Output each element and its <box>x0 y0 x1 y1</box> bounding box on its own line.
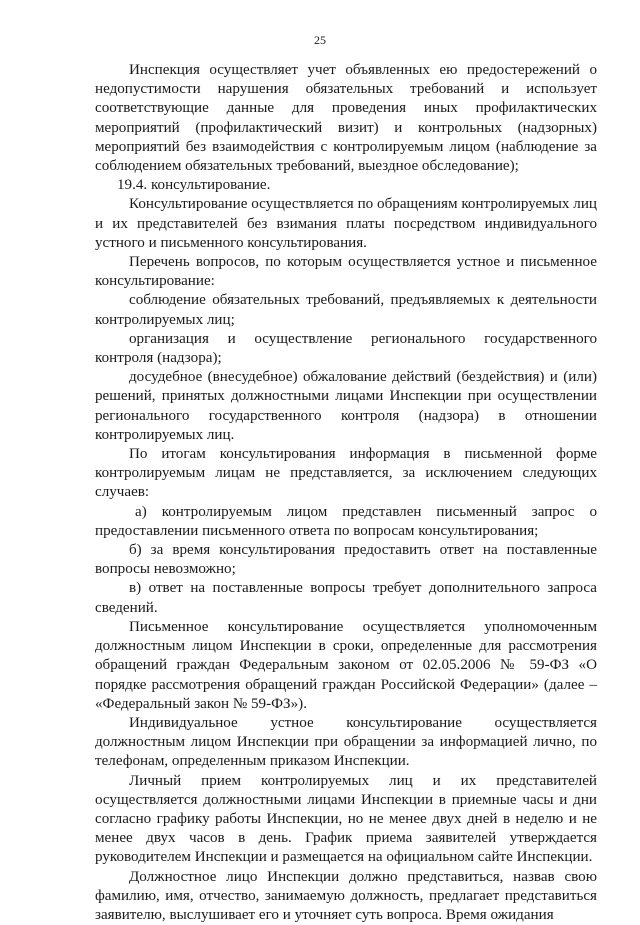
paragraph-case-c: в) ответ на поставленные вопросы требует дополнительного запроса сведений. <box>95 580 597 616</box>
paragraph-question-organization: организация и осуществление регионального государственного контроля (надзора); <box>95 330 597 367</box>
paragraph-warnings-accounting: Инспекция осуществляет учет объявленных ею предостережений о недопустимости нарушения обязательных требований и использует соответствующие данные для проведения иных профилактических мероприятий (профилактический визит) и контрольных (надзорных) мероприятий без взаимодействия с контролируемым лицом (наблюдение за соблюдением обязательных требований, выездное обследование); <box>95 62 597 175</box>
paragraph-consulting-basis: Консультирование осуществляется по обращениям контролируемых лиц и их представителей без взимания платы посредством индивидуального устного и письменного консультирования. <box>95 196 597 251</box>
paragraph-questions-list-intro: Перечень вопросов, по которым осуществляется устное и письменное консультирование: <box>95 254 597 290</box>
paragraph-question-appeal: досудебное (внесудебное) обжалование действий (бездействия) и (или) решений, принятых должностными лицами Инспекции при осуществлении регионального государственного контроля (надзора) в отношении контролируемых лиц. <box>95 369 597 443</box>
paragraph-written-consulting: Письменное консультирование осуществляется уполномоченным должностным лицом Инспекции в сроки, определенные для рассмотрения обращений граждан Федеральным законом от 02.05.2006 № 59-ФЗ «О порядке рассмотрения обращений граждан Российской Федерации» (далее – «Федеральный закон № 59-ФЗ»). <box>95 618 597 712</box>
paragraph-question-compliance: соблюдение обязательных требований, предъявляемых к деятельности контролируемых лиц; <box>95 292 597 328</box>
page-number: 25 <box>314 33 326 47</box>
paragraph-written-exceptions-intro: По итогам консультирования информация в письменной форме контролируемым лицам не представляется, за исключением следующих случаев: <box>95 446 597 501</box>
paragraph-case-a: а) контролируемым лицом представлен письменный запрос о предоставлении письменного ответа по вопросам консультирования; <box>95 503 597 539</box>
paragraph-item-19-4: 19.4. консультирование. <box>117 177 271 194</box>
paragraph-case-b: б) за время консультирования предоставить ответ на поставленные вопросы невозможно; <box>95 542 597 578</box>
paragraph-personal-reception: Личный прием контролируемых лиц и их представителей осуществляется должностными лицами Инспекции в приемные часы и дни согласно графику работы Инспекции, но не менее двух дней в неделю и не менее двух часов в день. График приема заявителей утверждается руководителем Инспекции и размещается на официальном сайте Инспекции. <box>95 772 597 866</box>
paragraph-oral-consulting: Индивидуальное устное консультирование осуществляется должностным лицом Инспекции при обращении за информацией лично, по телефонам, определенным приказом Инспекции. <box>95 714 597 770</box>
paragraph-official-introduction: Должностное лицо Инспекции должно представиться, назвав свою фамилию, имя, отчество, занимаемую должность, предлагает представиться заявителю, выслушивает его и уточняет суть вопроса. Время ожидания <box>95 868 597 923</box>
document-body <box>95 61 597 925</box>
